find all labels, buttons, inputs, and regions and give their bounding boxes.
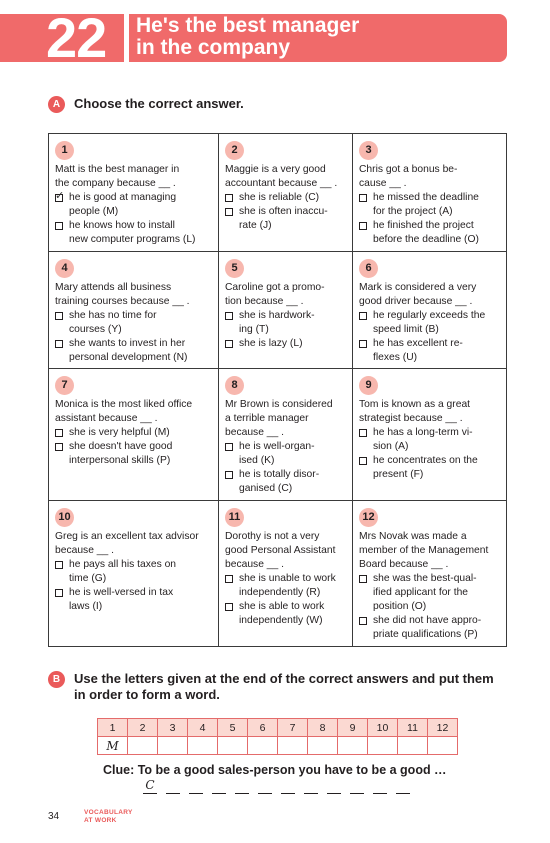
answer-option-line: priate qualifications (P) xyxy=(373,629,478,640)
question-cell xyxy=(353,134,506,252)
question-stem-line: accountant because __ . xyxy=(225,178,338,189)
question-number: 7 xyxy=(55,376,74,395)
checkbox-icon[interactable] xyxy=(225,471,233,479)
section-a-instruction: Choose the correct answer. xyxy=(74,96,244,111)
answer-option-line: sion (A) xyxy=(373,441,409,452)
answer-option-line: she wants to invest in her xyxy=(69,338,186,349)
checkbox-icon[interactable] xyxy=(55,222,63,230)
answer-option[interactable] xyxy=(225,468,347,496)
question-cell xyxy=(49,134,219,252)
answer-table-header-cell: 5 xyxy=(218,719,248,737)
answer-option-line: courses (Y) xyxy=(69,324,122,335)
unit-number: 22 xyxy=(46,6,107,69)
question-stem-line: Tom is known as a great xyxy=(359,399,471,410)
answer-table-header-row xyxy=(98,719,458,737)
answer-table-header-cell: 11 xyxy=(398,719,428,737)
answer-option[interactable] xyxy=(55,219,213,247)
answer-option[interactable] xyxy=(359,309,501,337)
answer-table xyxy=(97,718,458,755)
answer-option-line: new computer programs (L) xyxy=(69,234,196,245)
answer-option-line: before the deadline (O) xyxy=(373,234,479,245)
question-stem-line: because __ . xyxy=(225,559,284,570)
checkbox-icon[interactable] xyxy=(225,340,233,348)
question-cell xyxy=(219,369,353,501)
answer-option-line: she has no time for xyxy=(69,310,157,321)
answer-option-line: he knows how to install xyxy=(69,220,175,231)
answer-option-line: she is unable to work xyxy=(239,573,336,584)
clue-letter-blank[interactable] xyxy=(373,778,387,794)
checkbox-icon[interactable] xyxy=(359,617,367,625)
section-b-badge: B xyxy=(48,671,65,688)
answer-table-input-cell[interactable] xyxy=(368,737,398,755)
answer-option[interactable] xyxy=(55,191,213,219)
clue-letter-blank[interactable] xyxy=(281,778,295,794)
answer-option-line: personal development (N) xyxy=(69,352,188,363)
answer-table-header-cell: 1 xyxy=(98,719,128,737)
checkbox-icon[interactable] xyxy=(55,312,63,320)
section-b-instruction-line-1: Use the letters given at the end of the correct answers and put them xyxy=(74,671,494,686)
answer-option-line: he is good at managing xyxy=(69,192,177,203)
question-number: 2 xyxy=(225,141,244,160)
checkbox-icon[interactable] xyxy=(225,575,233,583)
clue-blanks xyxy=(143,778,410,794)
question-stem-line: good driver because __ . xyxy=(359,296,473,307)
question-stem-line: member of the Management xyxy=(359,545,489,556)
answer-option[interactable] xyxy=(225,309,347,337)
answer-option[interactable] xyxy=(359,337,501,365)
question-cell xyxy=(219,252,353,369)
answer-option[interactable] xyxy=(225,205,347,233)
clue-letter-blank[interactable] xyxy=(212,778,226,794)
clue-letter-blank[interactable] xyxy=(258,778,272,794)
answer-option-line: independently (W) xyxy=(239,615,323,626)
answer-option-line: ified applicant for the xyxy=(373,587,469,598)
answer-option[interactable] xyxy=(225,600,347,628)
answer-option-line: he pays all his taxes on xyxy=(69,559,177,570)
answer-option-line: time (G) xyxy=(69,573,107,584)
answer-option-line: she is able to work xyxy=(239,601,325,612)
answer-table-input-cell[interactable] xyxy=(308,737,338,755)
answer-table-input-cell[interactable] xyxy=(128,737,158,755)
question-stem-line: Monica is the most liked office xyxy=(55,399,193,410)
question-stem-line: because __ . xyxy=(55,545,114,556)
answer-option-line: independently (R) xyxy=(239,587,321,598)
clue-letter-blank[interactable] xyxy=(304,778,318,794)
answer-option-line: she is lazy (L) xyxy=(239,338,303,349)
question-number: 8 xyxy=(225,376,244,395)
question-cell xyxy=(219,134,353,252)
answer-table-header-cell: 10 xyxy=(368,719,398,737)
question-stem-line: because __ . xyxy=(225,427,284,438)
checkbox-icon[interactable] xyxy=(225,312,233,320)
checkbox-icon[interactable] xyxy=(359,429,367,437)
clue-letter-blank[interactable] xyxy=(189,778,203,794)
clue-letter-blank[interactable]: C xyxy=(143,778,157,794)
question-number: 5 xyxy=(225,259,244,278)
question-stem-line: Caroline got a promo- xyxy=(225,282,325,293)
checkbox-icon[interactable] xyxy=(225,208,233,216)
answer-table-header-cell: 9 xyxy=(338,719,368,737)
checkbox-icon[interactable] xyxy=(359,575,367,583)
answer-table-input-cell[interactable] xyxy=(398,737,428,755)
question-stem-line: assistant because __ . xyxy=(55,413,158,424)
answer-table-header-cell: 2 xyxy=(128,719,158,737)
question-cell xyxy=(353,252,506,369)
question-stem-line: Mr Brown is considered xyxy=(225,399,333,410)
answer-option-line: he is well-versed in tax xyxy=(69,587,174,598)
answer-option-line: speed limit (B) xyxy=(373,324,439,335)
answer-option[interactable] xyxy=(359,572,501,614)
question-number: 12 xyxy=(359,508,378,527)
answer-option[interactable] xyxy=(359,219,501,247)
checkbox-icon[interactable] xyxy=(55,561,63,569)
answer-table-header-cell: 12 xyxy=(428,719,458,737)
answer-option-line: interpersonal skills (P) xyxy=(69,455,171,466)
checkbox-icon[interactable] xyxy=(225,443,233,451)
answer-option-line: rate (J) xyxy=(239,220,272,231)
answer-option-line: she did not have appro- xyxy=(373,615,482,626)
question-number: 4 xyxy=(55,259,74,278)
answer-option-line: she was the best-qual- xyxy=(373,573,477,584)
question-stem-line: a terrible manager xyxy=(225,413,309,424)
answer-option-line: she is reliable (C) xyxy=(239,192,320,203)
checkbox-icon[interactable] xyxy=(359,340,367,348)
clue-letter-blank[interactable] xyxy=(235,778,249,794)
checkbox-icon[interactable] xyxy=(359,194,367,202)
answer-table-input-cell[interactable] xyxy=(188,737,218,755)
answer-table-input-cell[interactable]: M xyxy=(98,737,128,755)
question-number: 1 xyxy=(55,141,74,160)
answer-option[interactable] xyxy=(359,191,501,219)
answer-option-line: laws (I) xyxy=(69,601,103,612)
checkbox-icon[interactable] xyxy=(55,429,63,437)
checkbox-icon[interactable] xyxy=(225,603,233,611)
answer-option[interactable] xyxy=(359,454,501,482)
answer-option-line: he missed the deadline xyxy=(373,192,479,203)
question-number: 6 xyxy=(359,259,378,278)
question-stem-line: Dorothy is not a very xyxy=(225,531,320,542)
question-stem-line: Mary attends all business xyxy=(55,282,172,293)
answer-option[interactable] xyxy=(55,426,213,440)
checkbox-icon[interactable] xyxy=(55,589,63,597)
answer-table-input-cell[interactable] xyxy=(428,737,458,755)
answer-option-line: she is hardwork- xyxy=(239,310,315,321)
answer-option[interactable] xyxy=(225,440,347,468)
answer-option-line: she is often inaccu- xyxy=(239,206,328,217)
checkbox-icon[interactable] xyxy=(55,443,63,451)
question-cell xyxy=(353,369,506,501)
section-b-instruction-line-2: in order to form a word. xyxy=(74,687,220,702)
answer-option[interactable] xyxy=(55,558,213,586)
question-cell xyxy=(353,501,506,646)
answer-table-header-cell: 4 xyxy=(188,719,218,737)
answer-option-line: he concentrates on the xyxy=(373,455,478,466)
question-stem-line: the company because __ . xyxy=(55,178,176,189)
answer-option-line: ing (T) xyxy=(239,324,269,335)
checkbox-icon[interactable] xyxy=(225,194,233,202)
answer-option-line: he has a long-term vi- xyxy=(373,427,473,438)
checkbox-icon[interactable] xyxy=(359,222,367,230)
question-stem-line: cause __ . xyxy=(359,178,407,189)
answer-table-header-cell: 3 xyxy=(158,719,188,737)
answer-table-input-cell[interactable] xyxy=(248,737,278,755)
question-stem-line: Matt is the best manager in xyxy=(55,164,180,175)
answer-option[interactable] xyxy=(55,440,213,468)
question-stem-line: Board because __ . xyxy=(359,559,449,570)
answer-option-line: he has excellent re- xyxy=(373,338,463,349)
section-b-instruction xyxy=(74,671,494,703)
question-number: 11 xyxy=(225,508,244,527)
question-stem-line: Maggie is a very good xyxy=(225,164,326,175)
answer-table-header-cell: 7 xyxy=(278,719,308,737)
question-stem-line: tion because __ . xyxy=(225,296,304,307)
unit-title-line-1: He's the best manager xyxy=(136,14,360,37)
answer-option-line: present (F) xyxy=(373,469,424,480)
question-stem-line: good Personal Assistant xyxy=(225,545,336,556)
book-title-line-2: AT WORK xyxy=(84,817,117,824)
question-stem-line: Mrs Novak was made a xyxy=(359,531,467,542)
exercise-grid xyxy=(48,133,507,647)
question-number: 10 xyxy=(55,508,74,527)
answer-table-input-cell[interactable] xyxy=(158,737,188,755)
question-stem-line: Chris got a bonus be- xyxy=(359,164,458,175)
question-cell xyxy=(219,501,353,646)
question-cell xyxy=(49,252,219,369)
question-cell xyxy=(49,369,219,501)
answer-option[interactable] xyxy=(225,572,347,600)
answer-option-line: she is very helpful (M) xyxy=(69,427,170,438)
question-number: 3 xyxy=(359,141,378,160)
question-stem-line: Greg is an excellent tax advisor xyxy=(55,531,199,542)
answer-table-header-cell: 8 xyxy=(308,719,338,737)
answer-table-input-cell[interactable] xyxy=(218,737,248,755)
answer-table-answer-row xyxy=(98,737,458,755)
answer-table-input-cell[interactable] xyxy=(338,737,368,755)
clue-letter-blank[interactable] xyxy=(350,778,364,794)
answer-table-input-cell[interactable] xyxy=(278,737,308,755)
answer-option[interactable] xyxy=(55,337,213,365)
question-number: 9 xyxy=(359,376,378,395)
answer-option[interactable] xyxy=(359,426,501,454)
answer-option[interactable] xyxy=(55,586,213,614)
answer-option-line: he regularly exceeds the xyxy=(373,310,486,321)
page-number: 34 xyxy=(48,811,60,822)
clue-text: Clue: To be a good sales-person you have to be a good … xyxy=(103,763,447,777)
answer-option-line: ganised (C) xyxy=(239,483,293,494)
answer-option-line: ised (K) xyxy=(239,455,275,466)
answer-option-line: she doesn't have good xyxy=(69,441,173,452)
section-a-badge: A xyxy=(48,96,65,113)
answer-option[interactable] xyxy=(359,614,501,642)
answer-option-line: for the project (A) xyxy=(373,206,453,217)
unit-title-line-2: in the company xyxy=(136,36,291,59)
checkbox-icon[interactable] xyxy=(359,457,367,465)
checked-checkbox-icon[interactable] xyxy=(55,194,63,202)
answer-option-line: he is totally disor- xyxy=(239,469,320,480)
clue-letter-blank[interactable] xyxy=(396,778,410,794)
clue-letter-blank[interactable] xyxy=(166,778,180,794)
book-title xyxy=(84,809,144,825)
question-cell xyxy=(49,501,219,646)
answer-option-line: flexes (U) xyxy=(373,352,418,363)
answer-option[interactable] xyxy=(225,191,347,205)
answer-option[interactable] xyxy=(225,337,347,351)
answer-option[interactable] xyxy=(55,309,213,337)
answer-option-line: he finished the project xyxy=(373,220,474,231)
question-stem-line: strategist because __ . xyxy=(359,413,463,424)
question-stem-line: Mark is considered a very xyxy=(359,282,477,293)
book-title-line-1: VOCABULARY xyxy=(84,809,133,816)
unit-title xyxy=(136,15,359,59)
answer-option-line: position (O) xyxy=(373,601,427,612)
answer-option-line: he is well-organ- xyxy=(239,441,315,452)
checkbox-icon[interactable] xyxy=(359,312,367,320)
answer-option-line: people (M) xyxy=(69,206,119,217)
question-stem-line: training courses because __ . xyxy=(55,296,190,307)
checkbox-icon[interactable] xyxy=(55,340,63,348)
answer-table-header-cell: 6 xyxy=(248,719,278,737)
clue-letter-blank[interactable] xyxy=(327,778,341,794)
